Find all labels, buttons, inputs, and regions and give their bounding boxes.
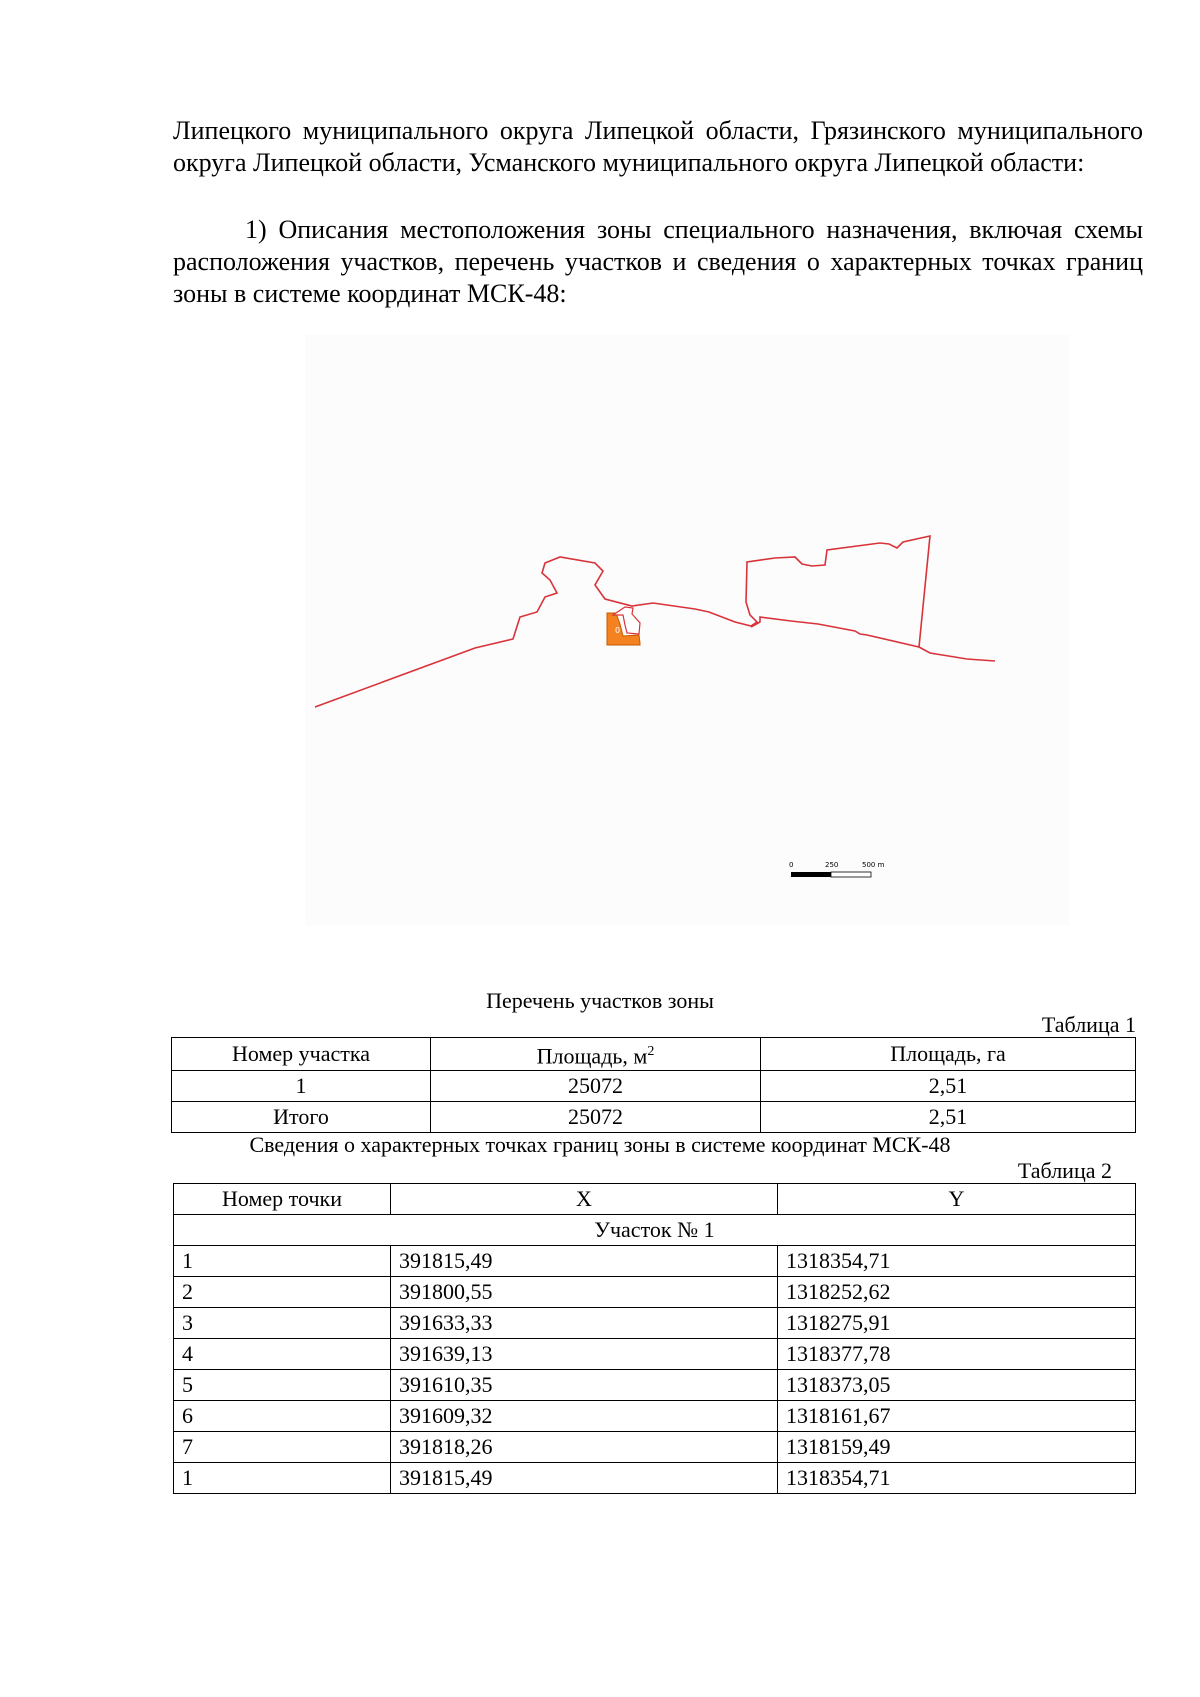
- cell: Итого: [172, 1102, 431, 1133]
- cell: 1318354,71: [778, 1246, 1136, 1277]
- intro-paragraph-1: Липецкого муниципального округа Липецкой области, Грязинского муниципального округа Липецкой области, Усманского муниципального округа Липецкой области:: [173, 116, 1143, 177]
- cell: 391610,35: [391, 1370, 778, 1401]
- coordinates-table: [173, 1183, 1136, 1494]
- table-row: [174, 1463, 1136, 1494]
- cell: 1: [174, 1463, 391, 1494]
- cell: 1: [172, 1071, 431, 1102]
- parcel-number-label: 0: [615, 626, 621, 635]
- cell: 6: [174, 1401, 391, 1432]
- cell: 391633,33: [391, 1308, 778, 1339]
- header-parcel-number: Номер участка: [172, 1038, 431, 1071]
- header-area-m2: [431, 1038, 761, 1071]
- section-row: [174, 1215, 1136, 1246]
- cell: 2,51: [761, 1071, 1136, 1102]
- table-row: [174, 1277, 1136, 1308]
- cell: 391815,49: [391, 1463, 778, 1494]
- zone-boundary-line: [315, 536, 930, 707]
- scale-bar-black: [791, 872, 831, 877]
- intro-paragraph-2: 1) Описания местоположения зоны специального назначения, включая схемы расположения участков, перечень участков и сведения о характерных точках границ зоны в системе координат МСК-48:: [173, 215, 1143, 308]
- table1-number: Таблица 1: [1041, 1012, 1136, 1037]
- cell: 3: [174, 1308, 391, 1339]
- table-row: [174, 1246, 1136, 1277]
- table-header-row: [172, 1038, 1136, 1071]
- header-area-ha: Площадь, га: [761, 1038, 1136, 1071]
- cell: 1318161,67: [778, 1401, 1136, 1432]
- cell: 391609,32: [391, 1401, 778, 1432]
- zone-boundary-extension: [919, 647, 995, 661]
- scale-label-500: 500 m: [862, 861, 885, 869]
- cell: 1: [174, 1246, 391, 1277]
- location-map: [305, 335, 1070, 925]
- parcels-table: [171, 1037, 1136, 1133]
- table-row: [174, 1432, 1136, 1463]
- cell: 391818,26: [391, 1432, 778, 1463]
- cell: 391815,49: [391, 1246, 778, 1277]
- section-label: Участок № 1: [174, 1215, 1136, 1246]
- table-row: [174, 1339, 1136, 1370]
- table-row: [172, 1071, 1136, 1102]
- header-x: X: [391, 1184, 778, 1215]
- table1-caption: Перечень участков зоны: [486, 988, 714, 1013]
- scale-label-0: 0: [789, 861, 794, 869]
- cell: 25072: [431, 1102, 761, 1133]
- table2-caption: Сведения о характерных точках границ зоны в системе координат МСК-48: [249, 1132, 951, 1157]
- cell: 4: [174, 1339, 391, 1370]
- cell: 1318377,78: [778, 1339, 1136, 1370]
- header-area-m2-text: Площадь, м: [536, 1043, 648, 1069]
- scale-bar-white: [831, 872, 871, 877]
- header-point-number: Номер точки: [174, 1184, 391, 1215]
- scale-bar: [789, 861, 885, 877]
- cell: 25072: [431, 1071, 761, 1102]
- cell: 5: [174, 1370, 391, 1401]
- header-y: Y: [778, 1184, 1136, 1215]
- table-row-total: [172, 1102, 1136, 1133]
- table-row: [174, 1308, 1136, 1339]
- cell: 2,51: [761, 1102, 1136, 1133]
- header-area-m2-sup: 2: [647, 1044, 655, 1059]
- cell: 1318373,05: [778, 1370, 1136, 1401]
- table-row: [174, 1401, 1136, 1432]
- cell: 7: [174, 1432, 391, 1463]
- map-svg: [305, 335, 1070, 925]
- cell: 2: [174, 1277, 391, 1308]
- scale-label-250: 250: [825, 861, 839, 869]
- table-row: [174, 1370, 1136, 1401]
- cell: 1318275,91: [778, 1308, 1136, 1339]
- cell: 391800,55: [391, 1277, 778, 1308]
- cell: 391639,13: [391, 1339, 778, 1370]
- cell: 1318354,71: [778, 1463, 1136, 1494]
- table-header-row: [174, 1184, 1136, 1215]
- cell: 1318159,49: [778, 1432, 1136, 1463]
- cell: 1318252,62: [778, 1277, 1136, 1308]
- table2-number: Таблица 2: [1017, 1158, 1112, 1183]
